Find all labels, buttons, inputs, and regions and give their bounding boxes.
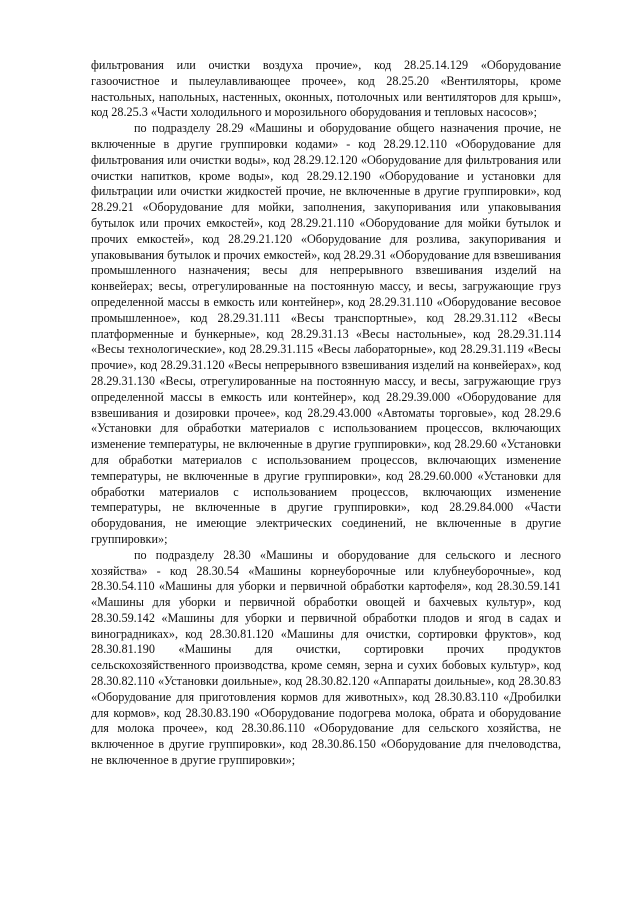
paragraph-continuation: фильтрования или очистки воздуха прочие», код 28.25.14.129 «Оборудование газоочистное и пылеулавливающее прочее», код 28.25.20 «Вентиляторы, кроме настольных, напольных, настенных, оконных, потолочных или вентиляторов для крыш», код 28.25.3 «Части холодильного и морозильного оборудования и тепловых насосов»; — [91, 58, 561, 120]
document-page — [91, 58, 561, 769]
paragraph-subsection-28-29: по подразделу 28.29 «Машины и оборудование общего назначения прочие, не включенные в другие группировки кодами» - код 28.29.12.110 «Оборудование для фильтрования или очистки воды», код 28.29.12.120 «Оборудование для фильтрования или очистки напитков, кроме воды», код 28.29.12.190 «Оборудование и установки для фильтрации или очистки жидкостей прочие, не включенные в другие группировки», код 28.29.21 «Оборудование для мойки, заполнения, закупоривания или упаковывания бутылок или прочих емкостей», код 28.29.21.110 «Оборудование для мойки бутылок и прочих емкостей», код 28.29.21.120 «Оборудование для розлива, закупоривания и упаковывания бутылок и прочих емкостей», код 28.29.31 «Оборудование для взвешивания промышленного назначения; весы для непрерывного взвешивания изделий на конвейерах; весы, отрегулированные на постоянную массу, и весы, загружающие груз определенной массы в емкость или контейнер», код 28.29.31.110 «Оборудование весовое промышленное», код 28.29.31.111 «Весы транспортные», код 28.29.31.112 «Весы платформенные и бункерные», код 28.29.31.13 «Весы настольные», код 28.29.31.114 «Весы технологические», код 28.29.31.115 «Весы лабораторные», код 28.29.31.119 «Весы прочие», код 28.29.31.120 «Весы непрерывного взвешивания изделий на конвейерах», код 28.29.31.130 «Весы, отрегулированные на постоянную массу, и весы, загружающие груз определенной массы в емкость или контейнер», код 28.29.39.000 «Оборудование для взвешивания и дозировки прочее», код 28.29.43.000 «Автоматы торговые», код 28.29.6 «Установки для обработки материалов с использованием процессов, включающих изменение температуры, не включенные в другие группировки», код 28.29.60 «Установки для обработки материалов с использованием процессов, включающих изменение температуры, не включенные в другие группировки», код 28.29.60.000 «Установки для обработки материалов с использованием процессов, включающих изменение температуры, не включенные в другие группировки», код 28.29.84.000 «Части оборудования, не имеющие электрических соединений, не включенные в другие группировки»; — [91, 121, 561, 546]
paragraph-subsection-28-30: по подразделу 28.30 «Машины и оборудование для сельского и лесного хозяйства» - код 28.30.54 «Машины корнеуборочные или клубнеуборочные», код 28.30.54.110 «Машины для уборки и первичной обработки картофеля», код 28.30.59.141 «Машины для уборки и первичной обработки овощей и бахчевых культур», код 28.30.59.142 «Машины для уборки и первичной обработки плодов и ягод в садах и виноградниках», код 28.30.81.120 «Машины для очистки, сортировки фруктов», код 28.30.81.190 «Машины для очистки, сортировки прочих продуктов сельскохозяйственного производства, кроме семян, зерна и сухих бобовых культур», код 28.30.82.110 «Установки доильные», код 28.30.82.120 «Аппараты доильные», код 28.30.83 «Оборудование для приготовления кормов для животных», код 28.30.83.110 «Дробилки для кормов», код 28.30.83.190 «Оборудование подогрева молока, обрата и оборудование для молока прочее», код 28.30.86.110 «Оборудование для сельского хозяйства, не включенное в другие группировки», код 28.30.86.150 «Оборудование для пчеловодства, не включенное в другие группировки»; — [91, 547, 561, 768]
